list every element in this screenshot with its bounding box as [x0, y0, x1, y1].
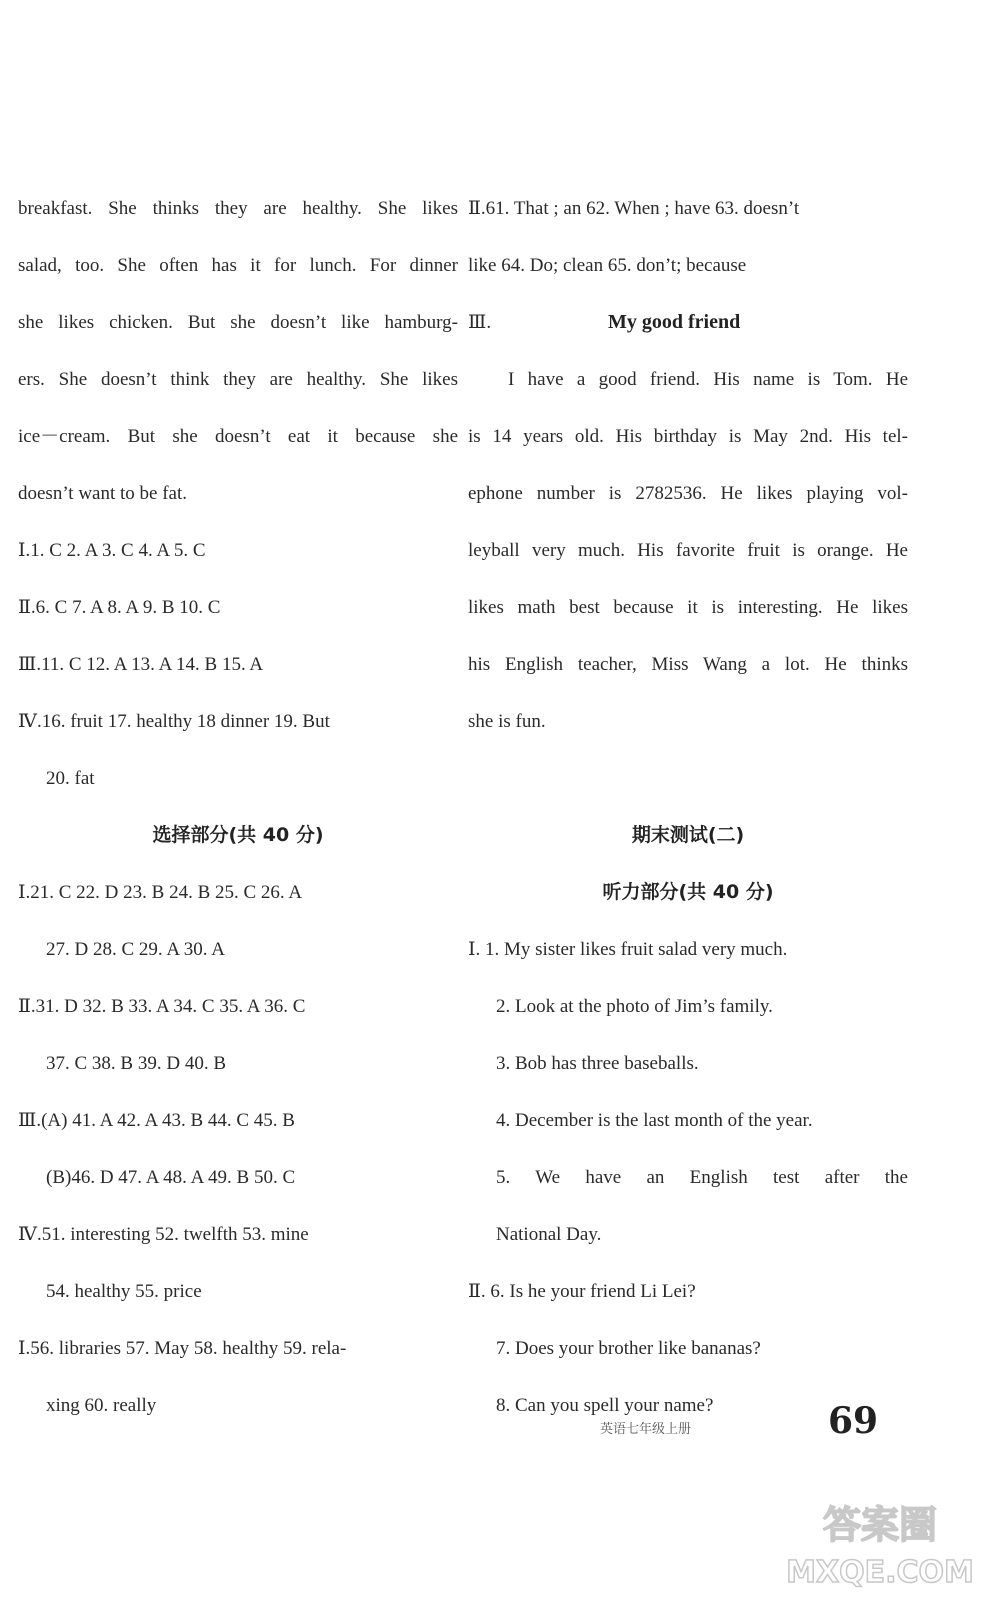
essay-number: Ⅲ.: [468, 312, 492, 333]
answer-line: 20. fat: [46, 768, 95, 789]
listening-line: 4. December is the last month of the year.: [496, 1110, 813, 1131]
essay-line: I have a good friend. His name is Tom. He: [508, 369, 908, 390]
answer-line: 54. healthy 55. price: [46, 1281, 202, 1302]
watermark-logo: [780, 1490, 980, 1590]
answer-line: Ⅳ.51. interesting 52. twelfth 53. mine: [18, 1224, 309, 1245]
answer-line: Ⅱ.31. D 32. B 33. A 34. C 35. A 36. C: [18, 996, 306, 1017]
answer-line: Ⅲ.11. C 12. A 13. A 14. B 15. A: [18, 654, 264, 675]
listening-line: 5. We have an English test after the: [496, 1167, 908, 1188]
svg-text:答案圈: 答案圈: [822, 1503, 938, 1547]
left-column: [18, 180, 458, 1434]
answer-line: Ⅳ.16. fruit 17. healthy 18 dinner 19. But: [18, 711, 330, 732]
answer-line: Ⅰ.56. libraries 57. May 58. healthy 59. rela-: [18, 1338, 347, 1359]
spacer: [468, 750, 908, 807]
answer-line: Ⅱ.61. That ; an 62. When ; have 63. doesn’t: [468, 198, 800, 219]
answer-line: Ⅰ.1. C 2. A 3. C 4. A 5. C: [18, 540, 206, 561]
passage-line: breakfast. She thinks they are healthy. She likes: [18, 198, 458, 219]
answer-line: 27. D 28. C 29. A 30. A: [46, 939, 225, 960]
answer-line: like 64. Do; clean 65. don’t; because: [468, 255, 747, 276]
book-label: 英语七年级上册: [600, 1422, 692, 1437]
listening-heading: 听力部分(共 40 分): [602, 881, 774, 903]
essay-heading: [468, 294, 908, 351]
listening-line: Ⅱ. 6. Is he your friend Li Lei?: [468, 1281, 696, 1302]
passage-line: salad, too. She often has it for lunch. For dinner: [18, 255, 458, 276]
answer-line: 37. C 38. B 39. D 40. B: [46, 1053, 226, 1074]
passage-line: she likes chicken. But she doesn’t like hamburg-: [18, 312, 458, 333]
passage-line: ice－cream. But she doesn’t eat it because she: [18, 426, 458, 447]
listening-line: 3. Bob has three baseballs.: [496, 1053, 699, 1074]
answer-line: Ⅱ.6. C 7. A 8. A 9. B 10. C: [18, 597, 221, 618]
essay-line: leyball very much. His favorite fruit is orange. He: [468, 540, 908, 561]
listening-line: 2. Look at the photo of Jim’s family.: [496, 996, 773, 1017]
listening-line: 8. Can you spell your name?: [496, 1395, 714, 1416]
test-heading: 期末测试(二): [631, 824, 745, 846]
essay-line: ephone number is 2782536. He likes playing vol-: [468, 483, 908, 504]
passage-line: doesn’t want to be fat.: [18, 483, 188, 504]
answer-line: xing 60. really: [46, 1395, 157, 1416]
answer-line: (B)46. D 47. A 48. A 49. B 50. C: [46, 1167, 296, 1188]
svg-text:MXQE.COM: MXQE.COM: [786, 1555, 974, 1590]
passage-line: ers. She doesn’t think they are healthy. She likes: [18, 369, 458, 390]
page-number: 69: [828, 1400, 879, 1442]
listening-line: Ⅰ. 1. My sister likes fruit salad very much.: [468, 939, 788, 960]
right-column: [468, 180, 908, 1434]
answer-line: Ⅰ.21. C 22. D 23. B 24. B 25. C 26. A: [18, 882, 303, 903]
essay-title: My good friend: [608, 311, 741, 333]
essay-line: is 14 years old. His birthday is May 2nd. His tel-: [468, 426, 908, 447]
essay-line: his English teacher, Miss Wang a lot. He thinks: [468, 654, 908, 675]
essay-line: she is fun.: [468, 711, 546, 732]
listening-line: National Day.: [496, 1224, 602, 1245]
listening-line: 7. Does your brother like bananas?: [496, 1338, 761, 1359]
essay-line: likes math best because it is interesting. He likes: [468, 597, 908, 618]
section-heading: 选择部分(共 40 分): [152, 824, 324, 846]
answer-line: Ⅲ.(A) 41. A 42. A 43. B 44. C 45. B: [18, 1110, 295, 1131]
